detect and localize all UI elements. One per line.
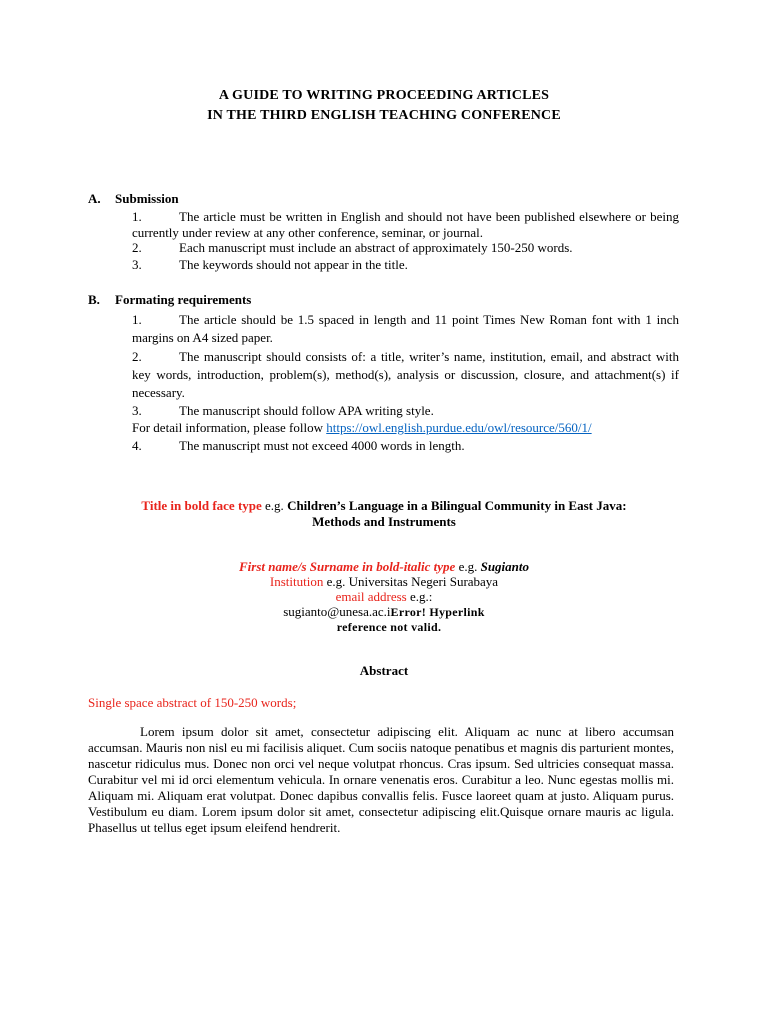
eg-text: e.g. <box>265 498 284 513</box>
detail-information-line <box>132 420 679 436</box>
item-text: The article must be written in English and should not have been published elsewhere or being currently under review at any other conference, seminar, or journal. <box>132 209 679 240</box>
hyperlink-error-text-2: reference not valid. <box>336 620 442 634</box>
abstract-length-note: Single space abstract of 150-250 words; <box>88 695 297 710</box>
item-number: 2. <box>132 240 142 255</box>
abstract-heading: Abstract <box>359 663 409 678</box>
example-name: Sugianto <box>480 559 530 574</box>
section-a-title: Submission <box>115 191 179 206</box>
item-number: 1. <box>132 209 142 224</box>
detail-prefix: For detail information, please follow <box>132 420 323 435</box>
section-b-item-1 <box>132 311 679 347</box>
item-text: The manuscript should follow APA writing style. <box>179 403 434 418</box>
institution-example: e.g. Universitas Negeri Surabaya <box>326 574 499 589</box>
apa-guide-link[interactable]: https://owl.english.purdue.edu/owl/resource/560/1/ <box>326 420 592 435</box>
email-example: sugianto@unesa.ac.i <box>283 604 391 619</box>
item-text: The manuscript must not exceed 4000 words in length. <box>179 438 465 453</box>
section-a-item-2 <box>132 240 679 256</box>
section-a-item-1 <box>132 209 679 241</box>
section-b-letter: B. <box>88 292 100 307</box>
institution-label: Institution <box>269 574 324 589</box>
example-email-value-line <box>0 604 768 620</box>
item-number: 4. <box>132 438 142 453</box>
item-text: The article should be 1.5 spaced in length and 11 point Times New Roman font with 1 inch margins on A4 sized paper. <box>132 312 679 345</box>
item-number: 1. <box>132 312 142 327</box>
title-format-label: Title in bold face type <box>141 498 262 513</box>
section-b-item-3 <box>132 403 679 419</box>
item-text: Each manuscript must include an abstract of approximately 150-250 words. <box>179 240 573 255</box>
section-a-heading <box>88 191 179 207</box>
eg-text: e.g. <box>458 559 478 574</box>
document-title-line-2: IN THE THIRD ENGLISH TEACHING CONFERENCE <box>207 108 561 123</box>
email-eg: e.g.: <box>409 589 433 604</box>
item-number: 2. <box>132 349 142 364</box>
example-email-line <box>0 589 768 605</box>
hyperlink-error-text-1: Error! Hyperlink <box>390 605 485 619</box>
section-b-heading <box>88 292 251 308</box>
example-institution-line <box>0 574 768 590</box>
item-number: 3. <box>132 403 142 418</box>
section-a-item-3 <box>132 257 679 273</box>
item-text: The keywords should not appear in the title. <box>179 257 408 272</box>
item-number: 3. <box>132 257 142 272</box>
example-title-text: Children’s Language in a Bilingual Community in East Java: <box>287 498 627 513</box>
section-a-letter: A. <box>88 191 101 206</box>
section-b-item-2 <box>132 348 679 402</box>
section-b-title: Formating requirements <box>115 292 252 307</box>
name-format-label: First name/s Surname in bold-italic type <box>238 559 456 574</box>
abstract-body: Lorem ipsum dolor sit amet, consectetur adipiscing elit. Aliquam ac nunc at libero accumsan accumsan. Mauris non nisl eu mi facilisis aliquet. Cum sociis natoque penatibus et magnis dis parturient montes, nascetur ridiculus mus. Donec non orci vel neque volutpat rhoncus. Cras ipsum. Sed ultricies consequat massa. Curabitur vel mi id orci elementum vehicula. In ornare venenatis eros. Curabitur a leo. Nunc egestas mollis mi. Aliquam mi. Aliquam erat volutpat. Donec dapibus convallis felis. Fusce laoreet quam at justo. Aliquam purus. Vestibulum eu diam. Lorem ipsum dolor sit amet, consectetur adipiscing elit.Quisque ornare mauris ac ligula. Phasellus ut tellus eget ipsum eleifend hendrerit. <box>88 724 674 835</box>
item-text: The manuscript should consists of: a title, writer’s name, institution, email, and abstract with key words, introduction, problem(s), method(s), analysis or discussion, closure, and attachment(s) if necessary. <box>132 349 679 400</box>
example-name-line <box>0 559 768 575</box>
section-b-item-4 <box>132 438 679 454</box>
email-label: email address <box>335 589 407 604</box>
document-title-line-1: A GUIDE TO WRITING PROCEEDING ARTICLES <box>218 88 550 103</box>
example-title-line-2: Methods and Instruments <box>312 514 456 529</box>
example-title-line-1 <box>0 498 768 514</box>
